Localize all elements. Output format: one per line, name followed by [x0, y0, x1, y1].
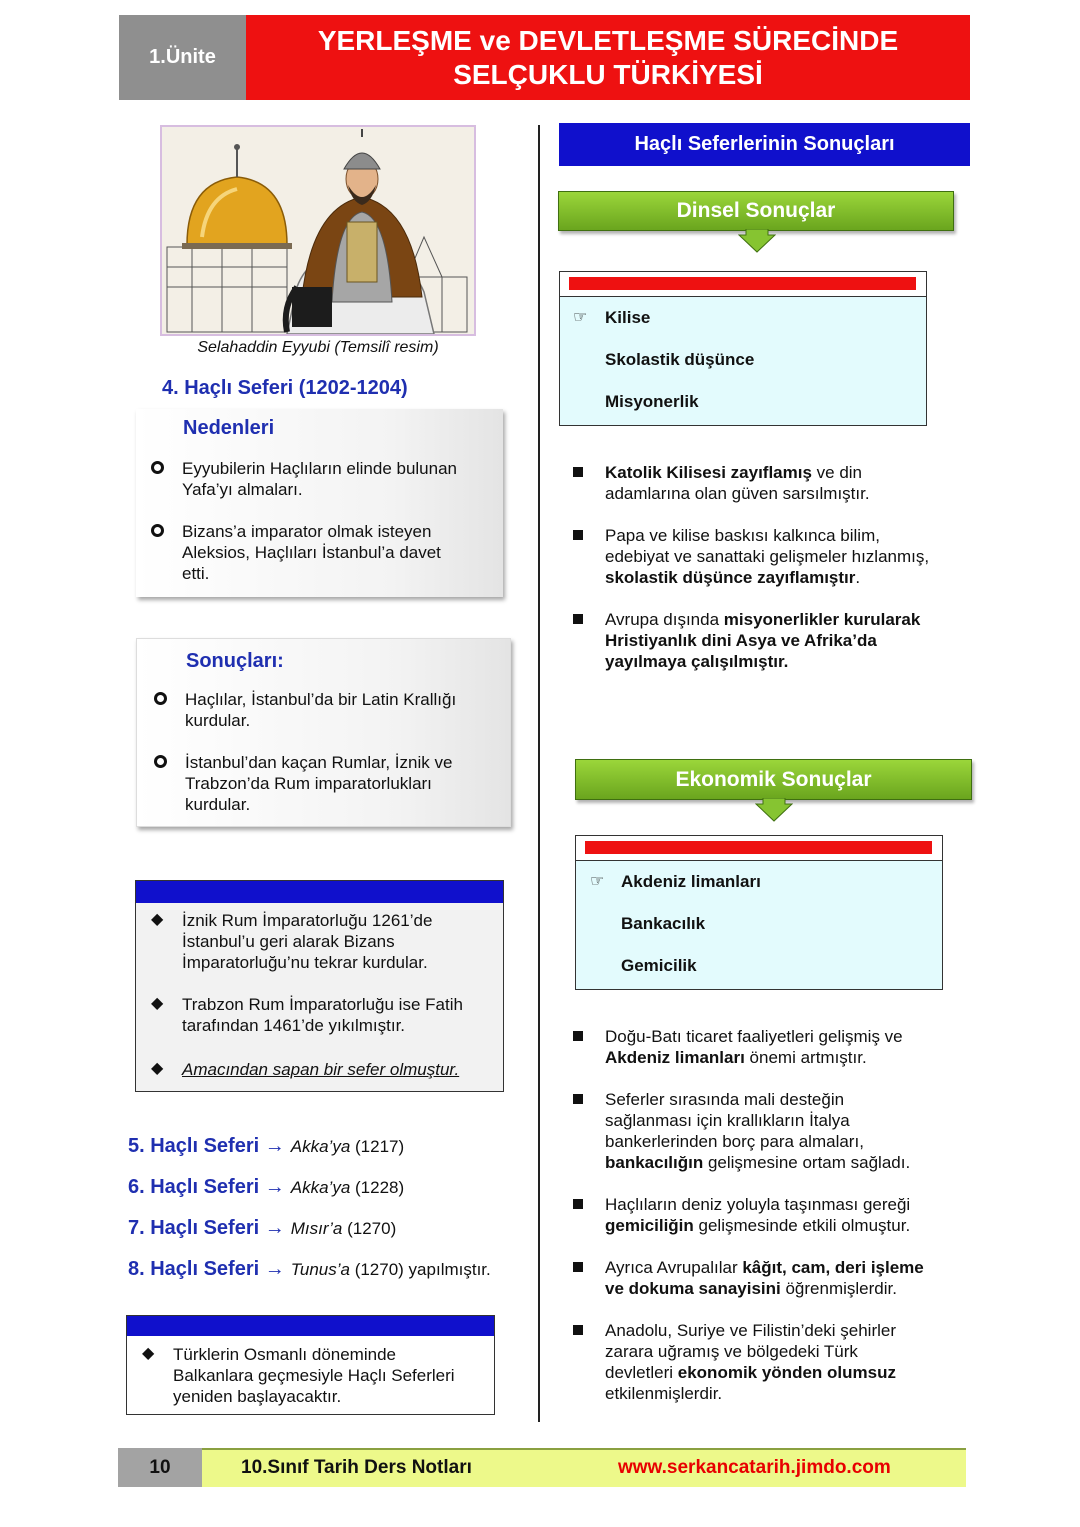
- crusade-year: (1270): [342, 1219, 397, 1238]
- crusade-name: 7. Haçlı Seferi: [128, 1217, 265, 1239]
- result-line: [605, 567, 972, 588]
- page-number-text: 10: [149, 1456, 171, 1478]
- result-item-1: [185, 689, 500, 731]
- note1-1-line-2: İstanbul’u geri alarak Bizans: [182, 932, 395, 951]
- bold-text: misyonerlikler kurularak: [723, 610, 921, 629]
- down-arrow-icon: [738, 229, 776, 253]
- text: Anadolu, Suriye ve Filistin’deki şehirler: [605, 1321, 897, 1340]
- economic-results-list: [572, 1026, 972, 1425]
- ring-bullet-icon: [151, 524, 164, 537]
- pointing-hand-icon: ☞: [573, 309, 588, 326]
- result-line: [605, 1110, 972, 1131]
- result-item: [572, 1026, 972, 1068]
- religious-label: [558, 191, 954, 231]
- result-item: [572, 1320, 972, 1404]
- note1-item-3: Amacından sapan bir sefer olmuştur.: [182, 1060, 460, 1079]
- footer-course-text: 10.Sınıf Tarih Ders Notları: [241, 1456, 472, 1478]
- result-line: [605, 525, 972, 546]
- square-bullet-icon: [573, 1262, 583, 1272]
- page-number: [118, 1448, 202, 1487]
- result-line: [605, 630, 972, 651]
- keyword-gemicilik: Gemicilik: [621, 956, 697, 975]
- crusade-target: Akka’ya: [290, 1137, 351, 1156]
- square-bullet-icon: [573, 614, 583, 624]
- result-line: [605, 1341, 972, 1362]
- results-heading: Sonuçları:: [186, 650, 284, 672]
- note1-2-line-2: tarafından 1461’de yıkılmıştır.: [182, 1016, 406, 1035]
- text: ve din: [811, 463, 863, 482]
- later-crusades-list: [128, 1135, 528, 1299]
- note2-line-1: Türklerin Osmanlı döneminde: [173, 1345, 396, 1364]
- crusade-row: [128, 1176, 528, 1217]
- cause-2-line-1: Bizans’a imparator olmak isteyen: [182, 522, 432, 541]
- diamond-bullet-icon: ◆: [151, 911, 164, 928]
- crusade-year: (1270) yapılmıştır.: [349, 1260, 491, 1279]
- keyword-misyonerlik: Misyonerlik: [605, 392, 699, 411]
- result-line: [605, 1131, 972, 1152]
- image-caption: Selahaddin Eyyubi (Temsilî resim): [197, 339, 439, 356]
- text: .: [855, 568, 861, 587]
- text: zarara uğramış ve bölgedeki Türk: [605, 1342, 858, 1361]
- page-title: [246, 15, 970, 100]
- religious-keywords: [605, 308, 754, 412]
- note1-1-line-1: İznik Rum İmparatorluğu 1261’de: [182, 911, 433, 930]
- result-line: [605, 1215, 972, 1236]
- text: bankerlerinden borç para almaları,: [605, 1132, 864, 1151]
- cause-2-line-2: Aleksios, Haçlıları İstanbul’a davet: [182, 543, 441, 562]
- crusade-target: Mısır’a: [290, 1219, 343, 1238]
- results-section-title-text: Haçlı Seferlerinin Sonuçları: [634, 133, 895, 155]
- result-line: [605, 546, 972, 567]
- text: etkilenmişlerdir.: [605, 1384, 723, 1403]
- result-line: [605, 1278, 972, 1299]
- text: Ayrıca Avrupalılar: [605, 1258, 743, 1277]
- bold-text: kâğıt, cam, deri işleme: [742, 1258, 924, 1277]
- crusade4-title: 4. Haçlı Seferi (1202-1204): [162, 377, 408, 399]
- portrait-image: [160, 125, 476, 336]
- ring-bullet-icon: [151, 461, 164, 474]
- arrow-right-icon: →: [264, 1176, 285, 1198]
- note2-line-3: yeniden başlayacaktır.: [173, 1387, 342, 1406]
- result-line: [605, 1026, 972, 1047]
- footer-website-text[interactable]: www.serkancatarih.jimdo.com: [618, 1456, 891, 1478]
- down-arrow-icon: [755, 798, 793, 822]
- note2-line-2: Balkanlara geçmesiyle Haçlı Seferleri: [173, 1366, 455, 1385]
- religious-label-text: Dinsel Sonuçlar: [676, 199, 836, 222]
- crusade-target: Akka’ya: [290, 1178, 351, 1197]
- text: sağlanması için krallıkların İtalya: [605, 1111, 850, 1130]
- text: Seferler sırasında mali desteğin: [605, 1090, 845, 1109]
- text: devletleri: [605, 1363, 678, 1382]
- keyword-akdeniz: Akdeniz limanları: [621, 872, 761, 891]
- result-line: [605, 1257, 972, 1278]
- cause-item-2: [182, 521, 492, 584]
- arrow-right-icon: →: [264, 1217, 285, 1239]
- result-2-line-3: kurdular.: [185, 795, 251, 814]
- text: Doğu-Batı ticaret faaliyetleri gelişmiş ve: [605, 1027, 903, 1046]
- crusade-year: (1217): [350, 1137, 405, 1156]
- crusade-row: [128, 1135, 528, 1176]
- economic-keywords: [621, 872, 761, 976]
- result-line: [605, 651, 972, 672]
- bold-text: gemiciliğin: [605, 1216, 694, 1235]
- bold-text: yayılmaya çalışılmıştır.: [605, 652, 789, 671]
- note1-1-line-3: İmparatorluğu’nu tekrar kurdular.: [182, 953, 428, 972]
- religious-results-list: [572, 462, 972, 693]
- cause-2-line-3: etti.: [182, 564, 210, 583]
- pointing-hand-icon: ☞: [590, 873, 605, 890]
- text: gelişmesine ortam sağladı.: [703, 1153, 911, 1172]
- result-2-line-1: İstanbul’dan kaçan Rumlar, İznik ve: [185, 753, 453, 772]
- text: Avrupa dışında: [605, 610, 724, 629]
- cause-item-1: [182, 458, 492, 500]
- cause-1-line-1: Eyyubilerin Haçlıların elinde bulunan: [182, 459, 457, 478]
- ring-bullet-icon: [154, 692, 167, 705]
- result-line: [605, 1089, 972, 1110]
- square-bullet-icon: [573, 1199, 583, 1209]
- unit-text: 1.Ünite: [149, 46, 216, 68]
- title-line-1: YERLEŞME ve DEVLETLEŞME SÜRECİNDE: [317, 24, 899, 56]
- note2-item: [173, 1344, 488, 1407]
- title-line-2: SELÇUKLU TÜRKİYESİ: [453, 58, 763, 90]
- result-item: [572, 1089, 972, 1173]
- economic-label-text: Ekonomik Sonuçlar: [675, 767, 872, 791]
- text: adamlarına olan güven sarsılmıştır.: [605, 484, 870, 503]
- arrow-right-icon: →: [264, 1135, 285, 1157]
- crusade-row: [128, 1217, 528, 1258]
- arrow-right-icon: →: [264, 1258, 285, 1280]
- bold-text: ekonomik yönden olumsuz: [677, 1363, 896, 1382]
- result-line: [605, 1383, 972, 1404]
- footer-website-link[interactable]: [618, 1448, 891, 1487]
- keyword-skolastik: Skolastik düşünce: [605, 350, 755, 369]
- notes-box-1-bar: [136, 881, 503, 903]
- result-item-2: [185, 752, 500, 815]
- bold-text: Katolik Kilisesi zayıflamış: [605, 463, 812, 482]
- result-item: [572, 462, 972, 504]
- note1-2-line-1: Trabzon Rum İmparatorluğu ise Fatih: [182, 995, 463, 1014]
- economic-red-bar: [585, 841, 932, 854]
- result-line: [605, 1047, 972, 1068]
- text: gelişmesinde etkili olmuştur.: [693, 1216, 911, 1235]
- result-item: [572, 1194, 972, 1236]
- column-divider: [538, 125, 540, 1422]
- causes-heading: Nedenleri: [183, 417, 275, 439]
- crusade-target: Tunus’a: [290, 1260, 350, 1279]
- bold-text: bankacılığın: [605, 1153, 704, 1172]
- economic-label: [575, 759, 972, 800]
- result-line: [605, 1362, 972, 1383]
- result-item: [572, 1257, 972, 1299]
- results-section-title: [559, 123, 970, 166]
- result-2-line-2: Trabzon’da Rum imparatorlukları: [185, 774, 432, 793]
- ring-bullet-icon: [154, 755, 167, 768]
- notes-box-2-bar: [127, 1316, 494, 1336]
- square-bullet-icon: [573, 1094, 583, 1104]
- keyword-bankacilik: Bankacılık: [621, 914, 706, 933]
- text: öğrenmişlerdir.: [780, 1279, 897, 1298]
- crusade-name: 8. Haçlı Seferi: [128, 1258, 265, 1280]
- unit-label: [119, 15, 246, 100]
- square-bullet-icon: [573, 467, 583, 477]
- footer-course: [241, 1448, 472, 1487]
- result-line: [605, 1152, 972, 1173]
- result-line: [605, 1320, 972, 1341]
- square-bullet-icon: [573, 1031, 583, 1041]
- result-item: [572, 609, 972, 672]
- bold-text: Hristiyanlık dini Asya ve Afrika’da: [605, 631, 877, 650]
- crusade-name: 6. Haçlı Seferi: [128, 1176, 265, 1198]
- note1-item-1: [182, 910, 497, 973]
- result-line: [605, 609, 972, 630]
- diamond-bullet-icon: ◆: [151, 1060, 164, 1077]
- result-item: [572, 525, 972, 588]
- square-bullet-icon: [573, 1325, 583, 1335]
- text: önemi artmıştır.: [744, 1048, 867, 1067]
- bold-text: ve dokuma sanayisini: [605, 1279, 781, 1298]
- crusade-name: 5. Haçlı Seferi: [128, 1135, 265, 1157]
- text: Haçlıların deniz yoluyla taşınması gereği: [605, 1195, 911, 1214]
- result-1-line-1: Haçlılar, İstanbul’da bir Latin Krallığı: [185, 690, 457, 709]
- diamond-bullet-icon: ◆: [151, 995, 164, 1012]
- crusade-year: (1228): [350, 1178, 405, 1197]
- note1-item-2: [182, 994, 497, 1036]
- selahaddin-illustration: [162, 127, 474, 334]
- crusade-row: [128, 1258, 528, 1299]
- result-1-line-2: kurdular.: [185, 711, 251, 730]
- diamond-bullet-icon: ◆: [142, 1345, 155, 1362]
- text: Papa ve kilise baskısı kalkınca bilim,: [605, 526, 880, 545]
- bold-text: skolastik düşünce zayıflamıştır: [605, 568, 856, 587]
- text: edebiyat ve sanattaki gelişmeler hızlanmış,: [605, 547, 930, 566]
- square-bullet-icon: [573, 530, 583, 540]
- keyword-kilise: Kilise: [605, 308, 651, 327]
- result-line: [605, 483, 972, 504]
- cause-1-line-2: Yafa’yı almaları.: [182, 480, 303, 499]
- result-line: [605, 462, 972, 483]
- religious-red-bar: [569, 277, 916, 290]
- bold-text: Akdeniz limanları: [605, 1048, 745, 1067]
- result-line: [605, 1194, 972, 1215]
